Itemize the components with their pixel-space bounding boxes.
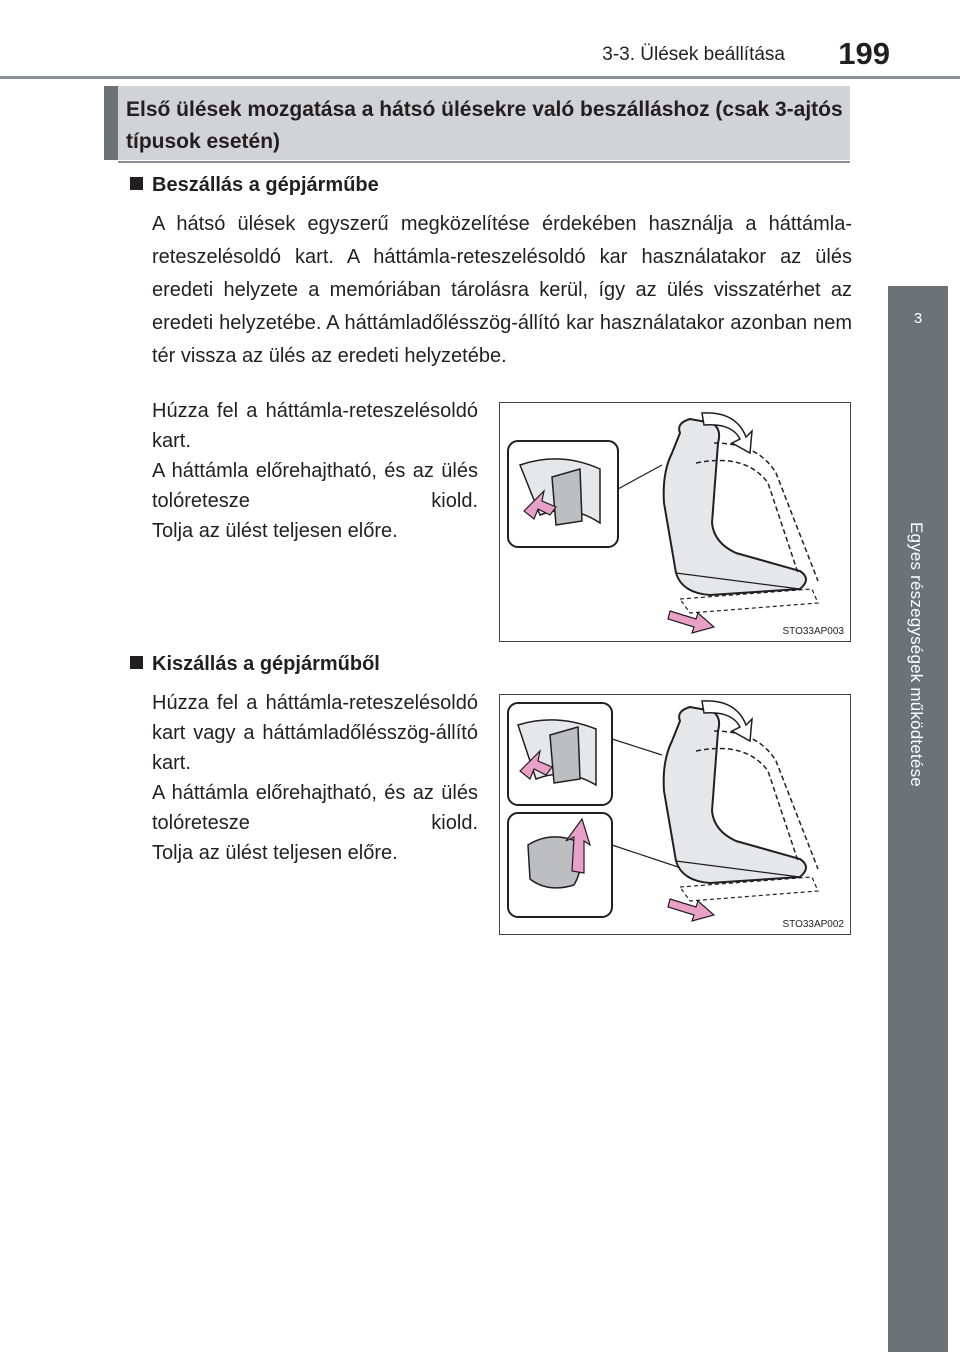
section-title-rule xyxy=(118,161,850,163)
exiting-step-1: Húzza fel a háttámla-reteszelésoldó kart vagy a háttámladőlésszög-állító kart. xyxy=(152,692,478,774)
slide-arrow-icon xyxy=(668,611,714,633)
chapter-tab xyxy=(888,428,948,1352)
header-rule xyxy=(0,76,960,79)
square-bullet-icon xyxy=(130,177,143,190)
exiting-steps xyxy=(152,688,478,868)
square-bullet-icon xyxy=(130,656,143,669)
entering-step-1: Húzza fel a háttámla-reteszelésoldó kart. xyxy=(152,400,478,452)
entering-step-2: A háttámla előrehajtható, és az ülés tolóretesze kiold. xyxy=(152,460,478,512)
section-title: Első ülések mozgatása a hátsó ülésekre való beszálláshoz (csak 3-ajtós típusok esetén) xyxy=(126,98,843,153)
page-number: 199 xyxy=(838,36,890,71)
lever-icon xyxy=(550,727,580,783)
exiting-step-2: A háttámla előrehajtható, és az ülés tolóretesze kiold. xyxy=(152,782,478,834)
lever-icon xyxy=(552,469,582,525)
entering-paragraph: A hátsó ülések egyszerű megközelítése érdekében használja a háttámla-reteszelésoldó kart. A háttámla-reteszelésoldó kar használatakor az ülés eredeti helyzete a memóriában tárolásra kerül, így az ülés visszatérhet az eredeti helyzetébe. A háttámladőlésszög-állító kar használatakor azonban nem tér vissza az ülés az eredeti helyzetébe. xyxy=(152,213,852,367)
leader-line xyxy=(618,465,662,489)
figure-code: STO33AP003 xyxy=(782,626,844,637)
figure-code: STO33AP002 xyxy=(782,919,844,930)
figure-exiting xyxy=(499,694,851,935)
chapter-tab-number xyxy=(888,286,948,428)
section-title-box xyxy=(104,86,850,160)
seat-illustration-exiting xyxy=(500,695,850,934)
subheading-entering xyxy=(130,174,379,197)
subheading-exiting-text: Kiszállás a gépjárműből xyxy=(152,653,380,675)
entering-steps xyxy=(152,396,478,546)
running-header: 3-3. Ülések beállítása xyxy=(602,44,785,65)
figure-entering xyxy=(499,402,851,642)
chapter-title: Egyes részegységek működtetése xyxy=(907,522,926,787)
slide-arrow-icon xyxy=(668,899,714,921)
exiting-step-3: Tolja az ülést teljesen előre. xyxy=(152,842,398,864)
chapter-number: 3 xyxy=(913,310,923,327)
entering-step-3: Tolja az ülést teljesen előre. xyxy=(152,520,398,542)
subheading-exiting xyxy=(130,653,380,676)
subheading-entering-text: Beszállás a gépjárműbe xyxy=(152,174,379,196)
seat-illustration-entering xyxy=(500,403,850,641)
